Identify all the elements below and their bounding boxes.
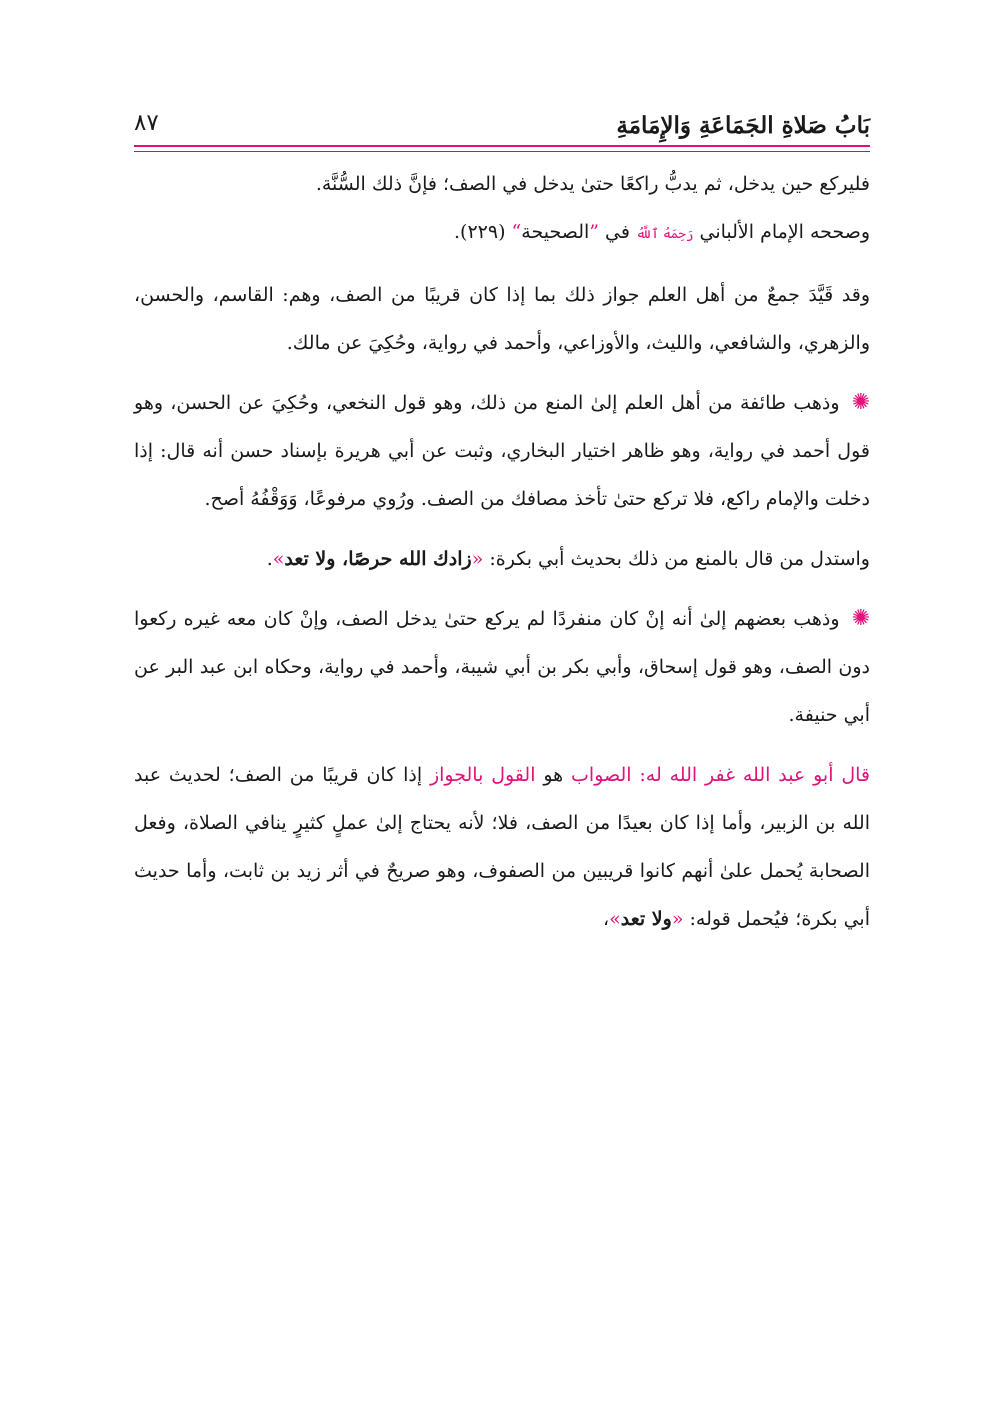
paragraph-7-end: ، [602,908,610,930]
qawl-bil-jawaz: القول بالجواز [429,764,536,786]
page-number: ٨٧ [134,110,159,136]
open-guillemet: « [671,908,684,930]
paragraph-1-text: فليركع حين يدخل، ثم يدبُّ راكعًا حتىٰ يدخل في الصف؛ فإنَّ ذلك السُّنَّة. [315,173,870,195]
paragraph-7-text-b: إذا كان قريبًا من الصف؛ لحديث عبد الله بن الزبير، وأما إذا كان بعيدًا من الصف، فلا؛ لأنه يحتاج إلىٰ عملٍ كثيرٍ ينافي الصلاة، وفعل الصحابة يُحمل علىٰ أنهم كانوا قريبين من الصفوف، وهو صريحٌ في أثر زيد بن ثابت، وأما حديث أبي بكرة؛ فيُحمل قوله: [134,764,870,930]
paragraph-4-text: وذهب طائفة من أهل العلم إلىٰ المنع من ذلك، وهو قول النخعي، وحُكِيَ عن الحسن، وهو قول أحمد في رواية، وهو ظاهر اختيار البخاري، وثبت عن أبي هريرة بإسناد حسن أنه قال: إذا دخلت والإمام راكع، فلا تركع حتىٰ تأخذ مصافك من الصف. ورُوي مرفوعًا، وَوَقْفُهُ أصح. [134,392,870,510]
rahimahullah-glyph: رَحِمَهُ ٱللَّهُ [636,227,694,242]
author-statement: قال أبو عبد الله غفر الله له: [639,764,871,786]
chapter-title: بَابُ صَلاةِ الجَمَاعَةِ وَالإِمَامَةِ [616,112,870,139]
paragraph-6-text: وذهب بعضهم إلىٰ أنه إنْ كان منفردًا لم يركع حتىٰ يدخل الصف، وإنْ كان معه غيره ركعوا دون الصف، وهو قول إسحاق، وأبي بكر بن أبي شيبة، وأحمد في رواية، وحكاه ابن عبد البر عن أبي حنيفة. [134,608,870,726]
paragraph-4 [134,379,870,523]
paragraph-7 [134,751,870,943]
sawab-word: الصواب [571,764,632,786]
paragraph-5 [134,535,870,583]
paragraph-2-text-b: في [605,221,630,243]
paragraph-1 [134,160,870,208]
hadith-quote: زادك الله حرصًا، ولا تعد [284,548,472,570]
paragraph-3-text: وقد قَيَّدَ جمعٌ من أهل العلم جواز ذلك بما إذا كان قريبًا من الصف، وهم: القاسم، والحسن، والزهري، والشافعي، والليث، والأوزاعي، وأحمد في رواية، وحُكِيَ عن مالك. [134,284,870,354]
paragraph-2-text-c: (٢٢٩). [454,221,506,243]
close-quote: “ [511,221,522,243]
paragraph-7-text-a: هو [543,764,564,786]
paragraph-5-text: واستدل من قال بالمنع من ذلك بحديث أبي بكرة: [489,548,870,570]
paragraph-2-text-a: وصححه الإمام الألباني [699,221,870,243]
paragraph-6 [134,595,870,739]
header-rule [134,151,870,152]
open-guillemet: « [471,548,484,570]
page-body [134,160,870,955]
header-rule-accent [134,145,870,147]
paragraph-2 [134,208,870,259]
paragraph-3 [134,271,870,367]
close-guillemet: » [272,548,285,570]
eight-pointed-star-icon: ✺ [851,606,870,631]
close-guillemet: » [609,908,621,930]
hadith-quote-short: ولا تعد [620,908,672,930]
paragraph-5-end: . [266,548,273,570]
running-header [134,104,870,148]
book-title: الصحيحة [521,221,590,243]
eight-pointed-star-icon: ✺ [851,390,870,415]
open-quote: ” [589,221,599,243]
